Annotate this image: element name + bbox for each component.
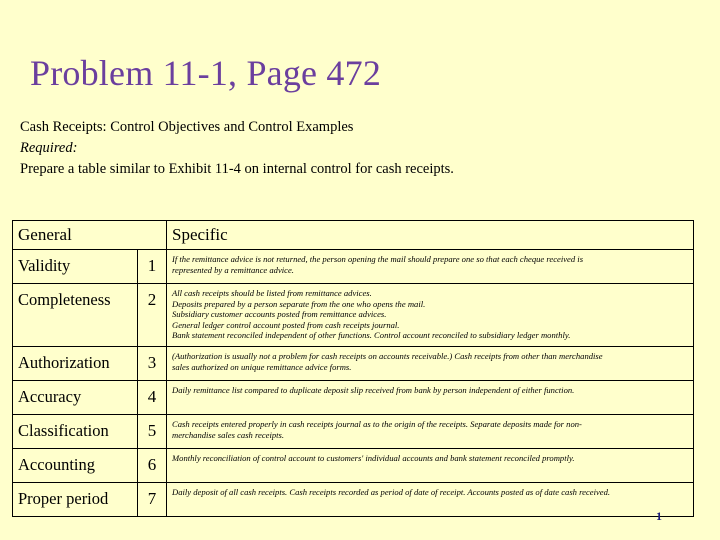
row-category: Validity — [13, 250, 138, 284]
control-table — [12, 220, 694, 517]
row-number: 1 — [138, 250, 167, 284]
intro-required: Required: — [20, 140, 78, 156]
row-category: Accuracy — [13, 381, 138, 415]
row-number: 3 — [138, 347, 167, 381]
row-category: Proper period — [13, 483, 138, 517]
table-header-row — [13, 221, 694, 250]
intro-heading: Cash Receipts: Control Objectives and Control Examples — [20, 119, 354, 135]
row-description: All cash receipts should be listed from remittance advices. Deposits prepared by a person separate from the one who opens the mail. Subsidiary customer accounts posted from remittance advices. General ledger control account posted from cash receipts journal. Bank statement reconciled independent of other functions. Control account reconciled to subsidiary ledger monthly. — [167, 284, 694, 347]
slide-title: Problem 11-1, Page 472 — [30, 53, 382, 93]
page-number: 1 — [656, 509, 662, 523]
header-general: General — [13, 221, 167, 250]
table-row — [13, 347, 694, 381]
row-category: Completeness — [13, 284, 138, 347]
row-description: If the remittance advice is not returned, the person opening the mail should prepare one so that each cheque received is represented by a remittance advice. — [167, 250, 694, 284]
table-row — [13, 449, 694, 483]
row-description: Daily deposit of all cash receipts. Cash receipts recorded as period of date of receipt. Accounts posted as of date cash received. — [167, 483, 694, 517]
table-row — [13, 284, 694, 347]
table-row — [13, 381, 694, 415]
row-description: Daily remittance list compared to duplicate deposit slip received from bank by person independent of either function. — [167, 381, 694, 415]
intro-block — [20, 117, 454, 180]
row-description: Monthly reconciliation of control account to customers' individual accounts and bank statement reconciled promptly. — [167, 449, 694, 483]
row-category: Authorization — [13, 347, 138, 381]
row-description: (Authorization is usually not a problem for cash receipts on accounts receivable.) Cash receipts from other than merchandise sales authorized on unique remittance advice forms. — [167, 347, 694, 381]
table-row — [13, 483, 694, 517]
row-number: 4 — [138, 381, 167, 415]
header-specific: Specific — [167, 221, 694, 250]
row-number: 2 — [138, 284, 167, 347]
table-row — [13, 250, 694, 284]
table-row — [13, 415, 694, 449]
row-description: Cash receipts entered properly in cash receipts journal as to the origin of the receipts. Separate deposits made for non- merchandise sales cash receipts. — [167, 415, 694, 449]
row-category: Accounting — [13, 449, 138, 483]
row-number: 5 — [138, 415, 167, 449]
row-number: 6 — [138, 449, 167, 483]
row-category: Classification — [13, 415, 138, 449]
row-number: 7 — [138, 483, 167, 517]
intro-instruction: Prepare a table similar to Exhibit 11-4 on internal control for cash receipts. — [20, 161, 454, 177]
